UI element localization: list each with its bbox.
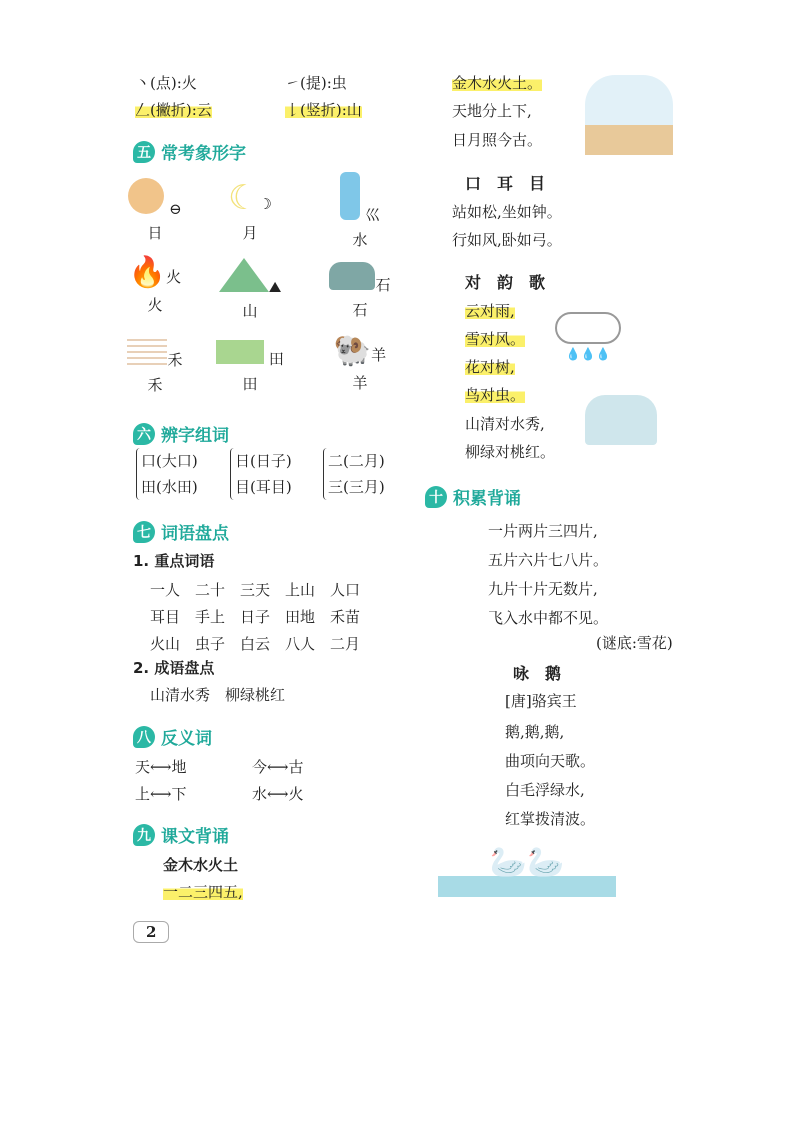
children-illustration xyxy=(585,75,673,155)
section-9-header: 九 课文背诵 xyxy=(133,822,229,847)
antonym: 天⟷地 xyxy=(135,758,187,776)
page-number: 2 xyxy=(133,921,169,943)
antonym: 水⟷火 xyxy=(252,785,304,803)
antonym: 今⟷古 xyxy=(252,758,304,776)
poem-line: 金木水火土。 xyxy=(452,74,543,92)
riddle-answer: (谜底:雪花) xyxy=(596,634,673,652)
section-5-header: 五 常考象形字 xyxy=(133,139,246,164)
poem-line: 天地分上下, xyxy=(452,102,532,120)
poem-title: 金木水火土 xyxy=(163,856,239,874)
poem-line: 雪对风。 xyxy=(465,330,526,348)
cloud-rain-icon: 💧💧💧 xyxy=(555,312,621,344)
stroke-item: 𠃋(撇折):云 xyxy=(135,101,212,119)
section-7-header: 七 词语盘点 xyxy=(133,519,229,544)
vocab-list: 一人 二十 三天 上山 人口 耳目 手上 日子 田地 禾苗 火山 虫子 白云 八人 二月 xyxy=(150,581,361,653)
stroke-item: 丶(点):火 xyxy=(135,74,197,92)
poem-author: [唐]骆宾王 xyxy=(505,692,577,710)
antonym: 上⟷下 xyxy=(135,785,187,803)
poem-title: 口 耳 目 xyxy=(465,174,546,193)
poem-title: 咏 鹅 xyxy=(513,664,562,683)
poem-line: 行如风,卧如弓。 xyxy=(452,231,562,249)
poem-line: 山清对水秀, xyxy=(465,415,545,433)
poem-line: 花对树, xyxy=(465,358,515,376)
pictograph-mountain: ⛰ 山 xyxy=(215,258,285,321)
poem-title: 对 韵 歌 xyxy=(465,273,546,292)
poem-line: 站如松,坐如钟。 xyxy=(452,203,562,221)
pictograph-fire: 🔥火 火 xyxy=(128,255,182,314)
pictograph-sheep: 🐏羊 羊 xyxy=(333,333,387,392)
poem-line: 柳绿对桃红。 xyxy=(465,443,556,461)
pictograph-water: 巛 水 xyxy=(325,172,395,250)
subheading: 1. 重点词语 xyxy=(133,552,215,570)
section-8-header: 八 反义词 xyxy=(133,724,212,749)
poem-line: 云对雨, xyxy=(465,302,515,320)
word-group: 日(日子) 目(耳目) xyxy=(230,448,292,500)
subheading: 2. 成语盘点 xyxy=(133,659,215,677)
riddle: 一片两片三四片, 五片六片七八片。 九片十片无数片, 飞入水中都不见。 xyxy=(488,522,609,627)
poem-body: 鹅,鹅,鹅, 曲项向天歌。 白毛浮绿水, 红掌拨清波。 xyxy=(505,723,596,828)
section-10-header: 十 积累背诵 xyxy=(425,484,521,509)
stroke-item: ㇀(提):虫 xyxy=(285,74,347,92)
word-group: 口(大口) 田(水田) xyxy=(136,448,198,500)
pictograph-moon: ☾☽ 月 xyxy=(228,178,272,242)
idioms: 山清水秀 柳绿桃红 xyxy=(150,686,286,704)
mountain-illustration xyxy=(585,395,657,445)
pictograph-stone: 石 石 xyxy=(325,262,395,320)
word-group: 二(二月) 三(三月) xyxy=(323,448,385,500)
poem-line: 鸟对虫。 xyxy=(465,386,526,404)
geese-illustration: 🦢🦢 xyxy=(438,845,616,897)
pictograph-field: 田 田 xyxy=(215,340,285,394)
section-6-header: 六 辨字组词 xyxy=(133,421,229,446)
poem-line: 日月照今古。 xyxy=(452,131,543,149)
pictograph-grain: 禾 禾 xyxy=(120,335,190,395)
stroke-item: 𠄌(竖折):山 xyxy=(285,101,362,119)
pictograph-sun: ⊖ 日 xyxy=(120,178,190,243)
poem-line: 一二三四五, xyxy=(163,883,243,901)
